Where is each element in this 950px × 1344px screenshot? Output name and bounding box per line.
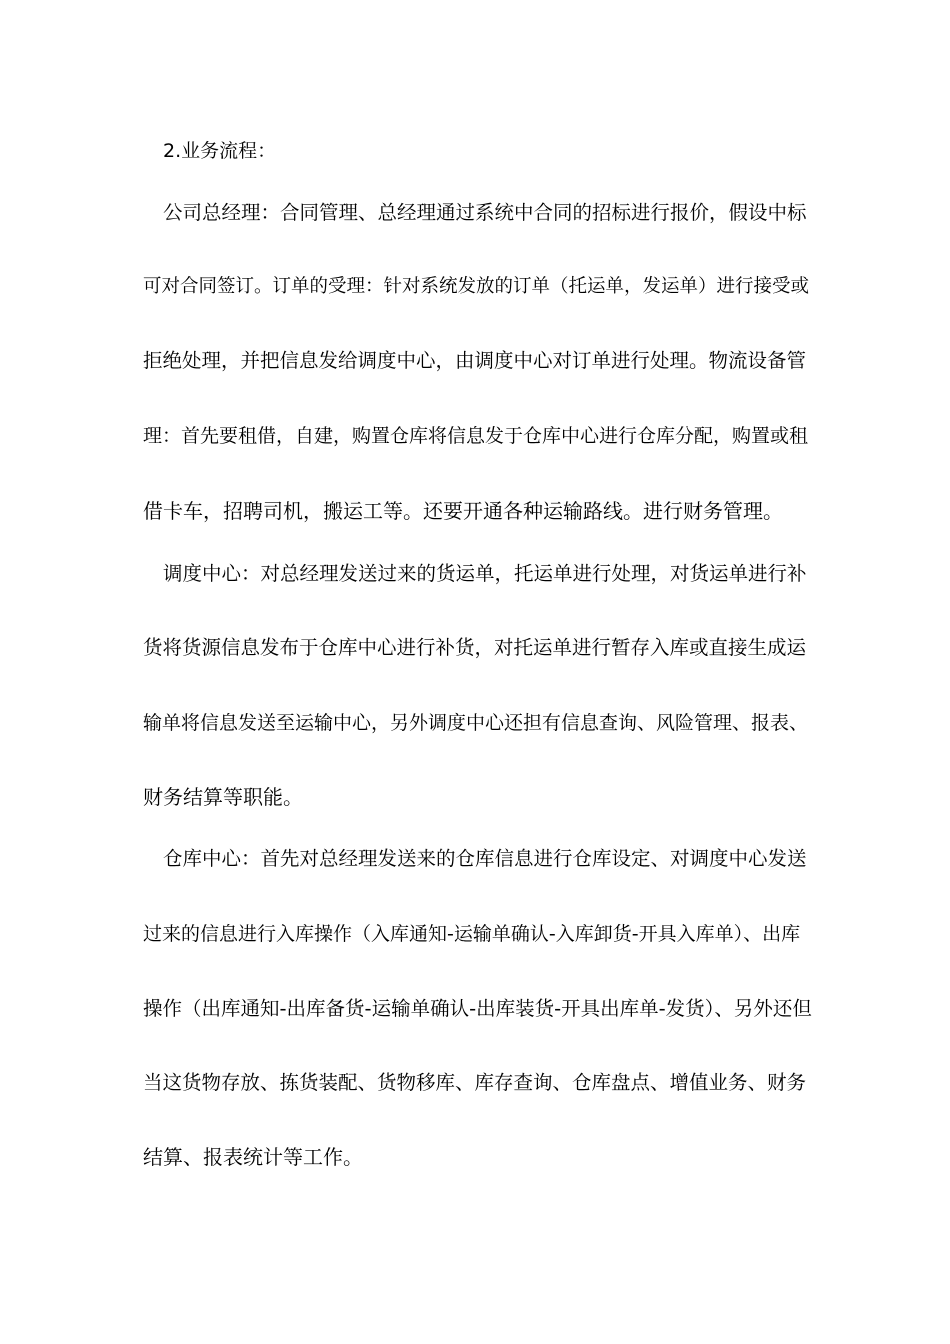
paragraph-3-line-2: 过来的信息进行入库操作（入库通知-运输单确认-入库卸货-开具入库单）、出库	[143, 923, 801, 945]
paragraph-2-line-3: 输单将信息发送至运输中心，另外调度中心还担有信息查询、风险管理、报表、	[143, 712, 809, 734]
paragraph-1-line-3: 拒绝处理，并把信息发给调度中心，由调度中心对订单进行处理。物流设备管	[143, 349, 807, 372]
paragraph-3-line-1: 仓库中心：首先对总经理发送来的仓库信息进行仓库设定、对调度中心发送	[163, 847, 807, 870]
paragraph-2-line-2: 货将货源信息发布于仓库中心进行补货，对托运单进行暂存入库或直接生成运	[143, 636, 807, 659]
paragraph-3-line-3: 操作（出库通知-出库备货-运输单确认-出库装货-开具出库单-发货）、另外还但	[143, 997, 812, 1020]
paragraph-3-line-5: 结算、报表统计等工作。	[143, 1145, 363, 1169]
paragraph-1-line-4: 理：首先要租借，自建，购置仓库将信息发于仓库中心进行仓库分配，购置或租	[143, 425, 809, 447]
paragraph-1-line-2: 可对合同签订。订单的受理：针对系统发放的订单（托运单，发运单）进行接受或	[143, 276, 810, 297]
paragraph-1-line-5: 借卡车，招聘司机，搬运工等。还要开通各种运输路线。进行财务管理。	[143, 499, 783, 523]
paragraph-2-line-1: 调度中心：对总经理发送过来的货运单，托运单进行处理，对货运单进行补	[163, 562, 807, 585]
paragraph-2-line-4: 财务结算等职能。	[143, 785, 303, 809]
paragraph-3-line-4: 当这货物存放、拣货装配、货物移库、库存查询、仓库盘点、增值业务、财务	[143, 1071, 807, 1094]
paragraph-1-line-1: 公司总经理：合同管理、总经理通过系统中合同的招标进行报价，假设中标	[163, 201, 807, 224]
section-heading: 2.业务流程：	[163, 140, 277, 162]
